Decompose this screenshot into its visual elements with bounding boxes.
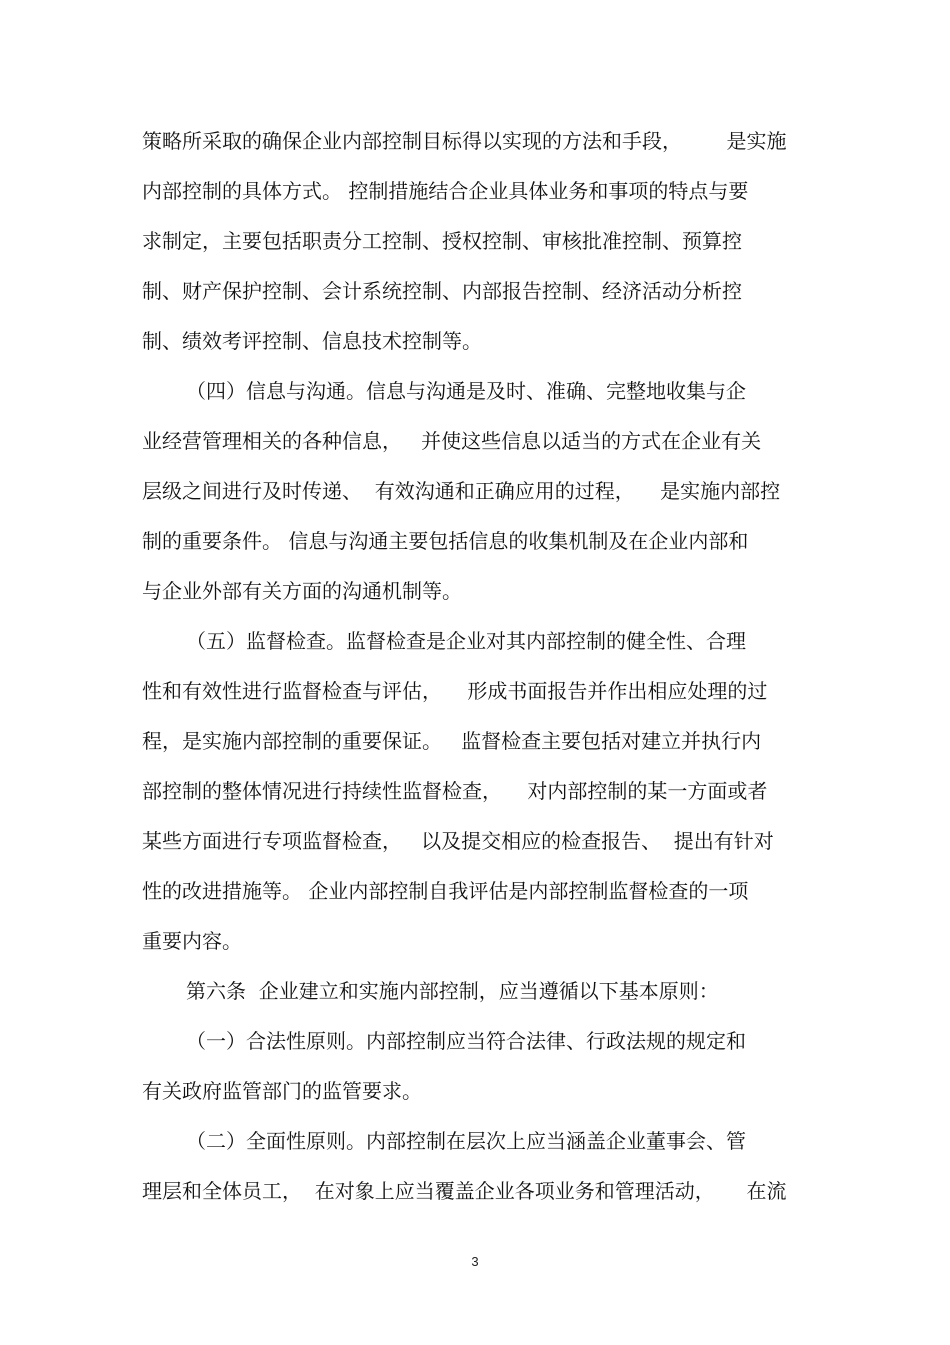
text-line: 制的重要条件。 信息与沟通主要包括信息的收集机制及在企业内部和 <box>142 529 749 553</box>
text-line: 性的改进措施等。 企业内部控制自我评估是内部控制监督检查的一项 <box>142 879 749 903</box>
text-line: 部控制的整体情况进行持续性监督检查， 对内部控制的某一方面或者 <box>142 779 768 803</box>
article-heading-line: 第六条 企业建立和实施内部控制，应当遵循以下基本原则： <box>186 979 719 1003</box>
paragraph-start-line: （一）合法性原则。内部控制应当符合法律、行政法规的规定和 <box>186 1029 746 1053</box>
text-line: 理层和全体员工， 在对象上应当覆盖企业各项业务和管理活动， 在流 <box>142 1179 787 1203</box>
text-line: 制、绩效考评控制、信息技术控制等。 <box>142 329 482 353</box>
text-line: 层级之间进行及时传递、 有效沟通和正确应用的过程， 是实施内部控 <box>142 479 781 503</box>
paragraph-start-line: （二）全面性原则。内部控制在层次上应当涵盖企业董事会、管 <box>186 1129 746 1153</box>
text-line: 制、财产保护控制、会计系统控制、内部报告控制、经济活动分析控 <box>142 279 742 303</box>
text-line: 有关政府监管部门的监管要求。 <box>142 1079 422 1103</box>
text-line: 程，是实施内部控制的重要保证。 监督检查主要包括对建立并执行内 <box>142 729 762 753</box>
page-number: 3 <box>471 1254 479 1269</box>
text-line: 策略所采取的确保企业内部控制目标得以实现的方法和手段， 是实施 <box>142 129 787 153</box>
paragraph-start-line: （四）信息与沟通。信息与沟通是及时、准确、完整地收集与企 <box>186 379 746 403</box>
text-line: 某些方面进行专项监督检查， 以及提交相应的检查报告、 提出有针对 <box>142 829 774 853</box>
text-line: 与企业外部有关方面的沟通机制等。 <box>142 579 462 603</box>
text-line: 性和有效性进行监督检查与评估， 形成书面报告并作出相应处理的过 <box>142 679 768 703</box>
text-line: 求制定，主要包括职责分工控制、授权控制、审核批准控制、预算控 <box>142 229 742 253</box>
text-line: 重要内容。 <box>142 929 242 953</box>
text-line: 业经营管理相关的各种信息， 并使这些信息以适当的方式在企业有关 <box>142 429 762 453</box>
text-line: 内部控制的具体方式。 控制措施结合企业具体业务和事项的特点与要 <box>142 179 749 203</box>
paragraph-start-line: （五）监督检查。监督检查是企业对其内部控制的健全性、合理 <box>186 629 746 653</box>
